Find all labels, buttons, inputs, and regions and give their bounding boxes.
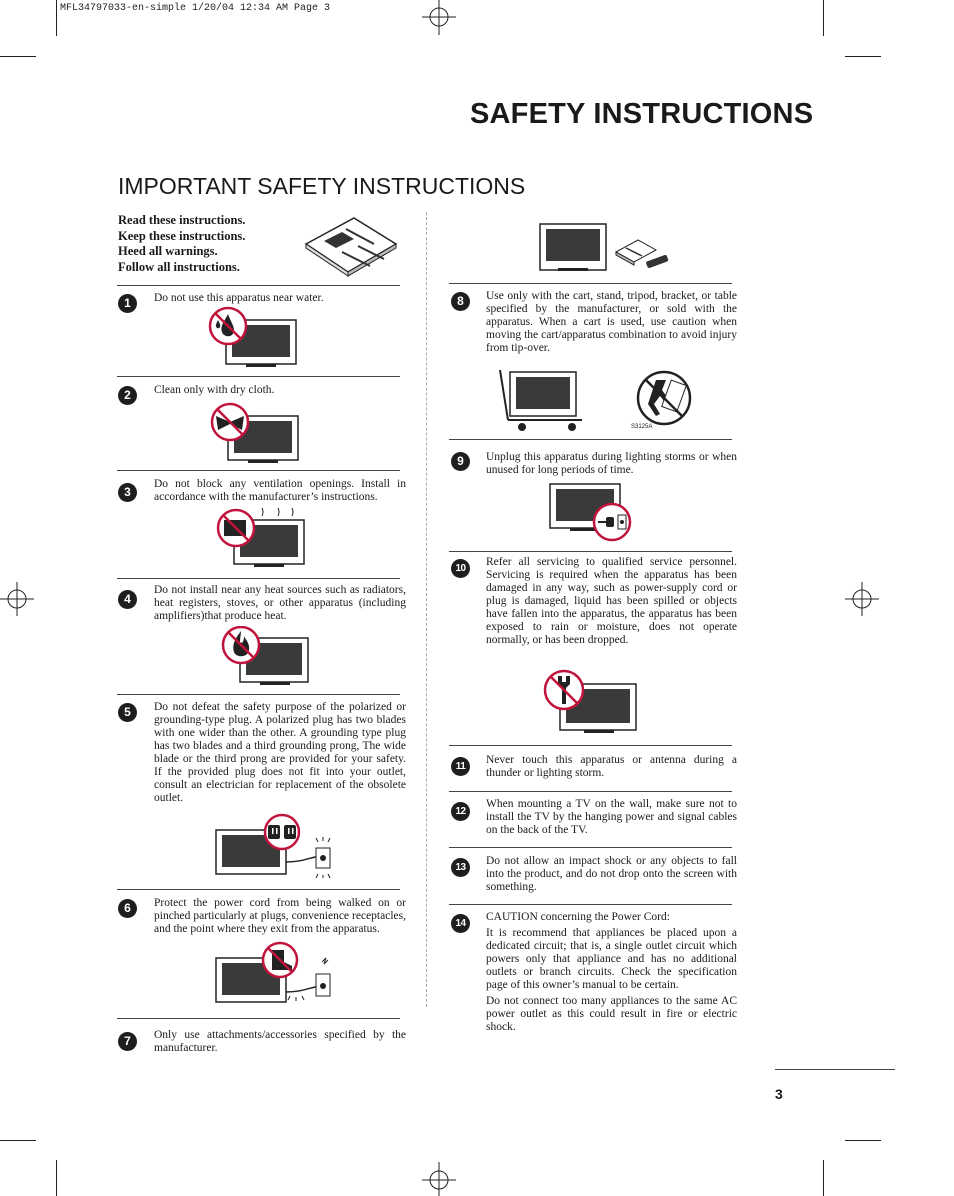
rule — [449, 283, 732, 284]
no-wet-cloth-icon — [208, 402, 300, 464]
item-text: Never touch this apparatus or antenna during a thunder or lighting storm. — [486, 754, 737, 779]
item-text: Only use attachments/accessories specified by the manufacturer. — [154, 1029, 406, 1054]
item-number: 7 — [118, 1032, 137, 1051]
item-text: Protect the power cord from being walked on or pinched particularly at plugs, convenience receptacles, and the point where they exit from the apparatus. — [154, 897, 406, 935]
rule — [117, 694, 400, 695]
print-slug: MFL34797033-en-simple 1/20/04 12:34 AM Page 3 — [60, 3, 331, 14]
item-number: 11 — [451, 757, 470, 776]
rule — [117, 285, 400, 286]
item-number: 6 — [118, 899, 137, 918]
item-text: Do not install near any heat sources such as radiators, heat registers, stoves, or other apparatus (including amplifiers)that produce heat. — [154, 584, 406, 622]
item-number: 12 — [451, 802, 470, 821]
rule — [449, 439, 732, 440]
item-text: Do not allow an impact shock or any objects to fall into the product, and do not drop onto the screen with something. — [486, 855, 737, 893]
unplug-icon — [548, 482, 634, 544]
rule — [449, 847, 732, 848]
page-title: SAFETY INSTRUCTIONS — [470, 98, 814, 130]
no-heat-source-icon — [220, 626, 312, 688]
registration-mark-icon — [0, 580, 36, 618]
item-number: 3 — [118, 483, 137, 502]
crop-mark — [823, 1160, 824, 1196]
item-text: Clean only with dry cloth. — [154, 384, 275, 396]
cart-icon — [496, 366, 588, 434]
item-text: Use only with the cart, stand, tripod, bracket, or table specified by the manufacturer, or sold with the apparatus. When a cart is used, use caution when moving the cart/apparatus combination to avoid injury from tip-over. — [486, 290, 737, 354]
item-number: 4 — [118, 590, 137, 609]
no-water-icon — [206, 306, 298, 368]
item-text: Do not block any ventilation openings. Install in accordance with the manufacturer’s instructions. — [154, 478, 406, 503]
intro-line: Read these instructions. — [118, 213, 246, 227]
intro-line: Follow all instructions. — [118, 259, 240, 274]
rule — [117, 889, 400, 890]
rule — [449, 904, 732, 905]
intro-line: Keep these instructions. — [118, 228, 246, 243]
no-step-on-cord-icon — [212, 940, 338, 1006]
page-number: 3 — [775, 1086, 783, 1102]
crop-mark — [845, 56, 881, 57]
registration-mark-icon — [420, 1162, 458, 1196]
rule — [117, 578, 400, 579]
item-number: 8 — [451, 292, 470, 311]
crop-mark — [0, 56, 36, 57]
polarized-plug-icon — [212, 812, 338, 878]
crop-mark — [845, 1140, 881, 1141]
item-text: Refer all servicing to qualified service personnel. Servicing is required when the apparatus has been damaged in any way, such as power-supply cord or plug is damaged, liquid has been spilled or objects have fallen into the apparatus, the apparatus has been exposed to rain or moisture, does not operate normally, or has been dropped. — [486, 556, 737, 646]
rule — [449, 551, 732, 552]
item-number: 13 — [451, 858, 470, 877]
accessories-icon — [538, 222, 676, 274]
crop-mark — [823, 0, 824, 36]
no-blocked-vent-icon — [214, 506, 306, 568]
item-number: 1 — [118, 294, 137, 313]
rule — [449, 745, 732, 746]
item-text: Unplug this apparatus during lighting storms or when unused for long periods of time. — [486, 451, 737, 476]
registration-mark-icon — [843, 580, 881, 618]
item-number: 9 — [451, 452, 470, 471]
intro-list — [118, 213, 245, 275]
rule — [117, 470, 400, 471]
item-text: CAUTION concerning the Power Cord: It is recommend that appliances be placed upon a dedicated circuit; that is, a single outlet circuit which powers only that appliance and has no additional outlets or branch circuits. Check the specification page of this owner’s manual to be certain. Do not connect too many appliances to the same AC power outlet as this could result in fire or electric shock. — [486, 911, 737, 1033]
manual-book-icon — [302, 214, 398, 278]
footer-rule — [775, 1069, 895, 1070]
item-number: 2 — [118, 386, 137, 405]
section-title: IMPORTANT SAFETY INSTRUCTIONS — [118, 173, 526, 199]
item-number: 5 — [118, 703, 137, 722]
intro-line: Heed all warnings. — [118, 244, 218, 258]
crop-mark — [56, 1160, 57, 1196]
crop-mark — [0, 1140, 36, 1141]
item-text: Do not use this apparatus near water. — [154, 292, 324, 304]
rule — [117, 1018, 400, 1019]
rule — [449, 791, 732, 792]
item-text: Do not defeat the safety purpose of the polarized or grounding-type plug. A polarized plug has two blades with one wider than the other. A grounding type plug has two blades and a third grounding prong, The wide blade or the third prong are provided for your safety. If the provided plug does not fit into your outlet, consult an electrician for replacement of the obsolete outlet. — [154, 701, 406, 804]
crop-mark — [56, 0, 57, 36]
item-number: 10 — [451, 559, 470, 578]
rule — [117, 376, 400, 377]
no-self-repair-icon — [542, 668, 642, 734]
cart-label: S3125A — [631, 424, 653, 430]
column-divider — [426, 212, 427, 1007]
item-number: 14 — [451, 914, 470, 933]
item-text: When mounting a TV on the wall, make sure not to install the TV by the hanging power and signal cables on the back of the TV. — [486, 798, 737, 836]
registration-mark-icon — [420, 0, 458, 36]
